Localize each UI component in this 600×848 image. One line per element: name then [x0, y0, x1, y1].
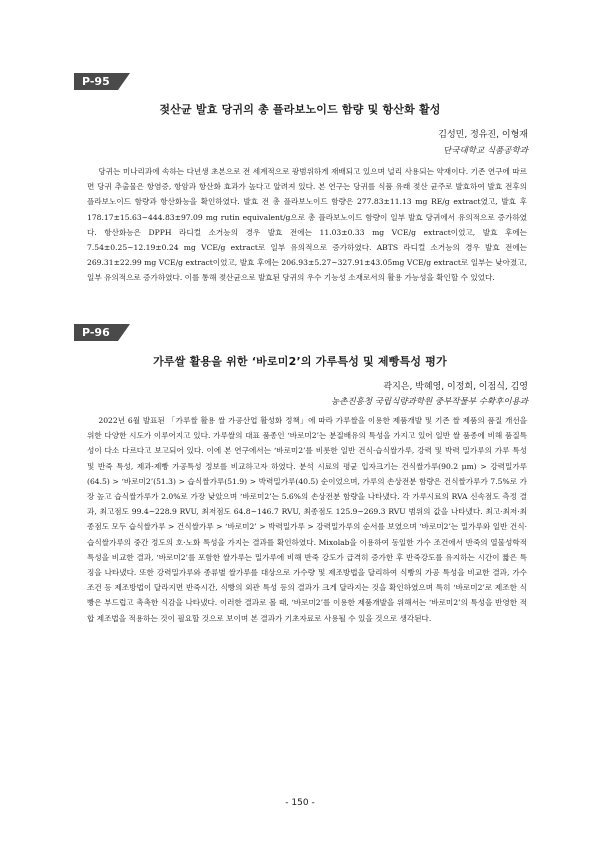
abstract-body: 당귀는 미나리과에 속하는 다년생 초본으로 전 세계적으로 광범위하게 재배되고 있으며 널리 사용되는 약재이다. 기존 연구에 따르면 당귀 추출물은 항염증, 항암과 항산화 효과가 높다고 알려져 있다. 본 연구는 당귀를 식품 유래 젖산 균주로 발효하여 발효 전후의 플라보노이드 함량과 항산화능을 확인하였다. 발효 전 총 플라보노이드 함량은 277.83±11.13 mg RE/g extract였고, 발효 후 178.17±15.63~444.83±97.09 mg rutin equivalent/g으로 총 플라보노이드 함량이 일부 발효 당귀에서 유의적으로 증가하였다. 항산화능은 DPPH 라디컬 소거능의 경우 발효 전에는 11.03±0.33 mg VCE/g extract이었고, 발효 후에는 7.54±0.25~12.19±0.24 mg VCE/g extract로 일부 유의적으로 증가하였다. ABTS 라디컬 소거능의 경우 발효 전에는 269.31±22.99 mg VCE/g extract이었고, 발효 후에는 206.93±5.27~327.91±43.05mg VCE/g extract로 일부는 낮아졌고, 일부 유의적으로 증가하였다. 이를 통해 젖산균으로 발효된 당귀의 우수 기능성 소재로서의 활용 가능성을 확인할 수 있었다. [87, 167, 527, 283]
abstract-body: 2022년 6월 발표된 「가루쌀 활용 쌀 가공산업 활성화 정책」에 따라 가루쌀을 이용한 제품개발 및 기존 쌀 제품의 품질 개선을 위한 다양한 시도가 이루어지고 있다. 가루쌀의 대표 품종인 ‘바로미2’는 분질배유의 특성을 가지고 있어 일반 쌀 품종에 비해 품질특성이 다소 다르다고 보고되어 있다. 이에 본 연구에서는 ‘바로미2’를 비롯한 일반 건식·습식쌀가루, 강력 및 박력 밀가루의 가루 특성 및 반죽 특성, 제과·제빵 가공특성 정보를 비교하고자 하였다. 분석 시료의 평균 입자크기는 건식쌀가루(90.2 μm) > 강력밀가루(64.5) > ‘바로미2’(51.3) > 습식쌀가루(51.9) > 박력밀가루(40.5) 순이었으며, 가루의 손상전분 함량은 건식쌀가루가 7.5%로 가장 높고 습식쌀가루가 2.0%로 가장 낮았으며 ‘바로미2’는 5.6%의 손상전분 함량을 나타냈다. 각 가루시료의 RVA 신속점도 측정 결과, 최고점도 99.4~228.9 RVU, 최저점도 64.8~146.7 RVU, 최종점도 125.9~269.3 RVU 범위의 값을 나타냈다. 최고·최저·최종점도 모두 습식쌀가루 > 건식쌀가루 > ‘바로미2’ > 박력밀가루 > 강력밀가루의 순서를 보였으며 ‘바로미2’는 밀가루와 일반 건식·습식쌀가루의 중간 정도의 호·노화 특성을 가지는 결과를 확인하였다. Mixolab을 이용하여 동일한 가수 조건에서 반죽의 열물성학적 특성을 비교한 결과, ‘바로미2’를 포함한 쌀가루는 밀가루에 비해 반죽 강도가 급격히 증가한 후 반죽강도를 유지하는 시간이 짧은 특징을 나타냈다. 또한 강력밀가루와 종류별 쌀가루를 대상으로 가수량 및 제조방법을 달리하여 식빵의 가공 특성을 비교한 결과, 가수 조건 등 제조방법이 달라지면 반죽시간, 식빵의 외관 특성 등의 결과가 크게 달라지는 것을 확인하였으며 특히 ‘바로미2’로 제조한 식빵은 부드럽고 촉촉한 식감을 나타냈다. 이러한 결과로 볼 때, ‘바로미2’를 이용한 제품개발을 위해서는 ‘바로미2’의 특성을 반영한 적합 제조법을 적용하는 것이 필요할 것으로 보이며 본 결과가 기초자료로 사용될 수 있을 것으로 생각된다. [87, 416, 527, 623]
affiliation: 농촌진흥청 국립식량과학원 중부작물부 수확후이용과 [331, 397, 528, 407]
author-list: 곽지은, 박혜영, 이정희, 이점식, 김영 [383, 382, 528, 392]
abstract-number-badge: P-95 [74, 73, 118, 90]
abstract-title: 가루쌀 활용을 위한 ‘바로미2’의 가루특성 및 제빵특성 평가 [153, 355, 447, 368]
abstract-title: 젖산균 발효 당귀의 총 플라보노이드 함량 및 항산화 활성 [159, 103, 441, 116]
affiliation: 단국대학교 식품공학과 [443, 146, 528, 156]
page-number: - 150 - [285, 798, 315, 808]
abstract-number-badge: P-96 [74, 324, 118, 341]
author-list: 김성민, 정유진, 이형재 [438, 130, 528, 140]
